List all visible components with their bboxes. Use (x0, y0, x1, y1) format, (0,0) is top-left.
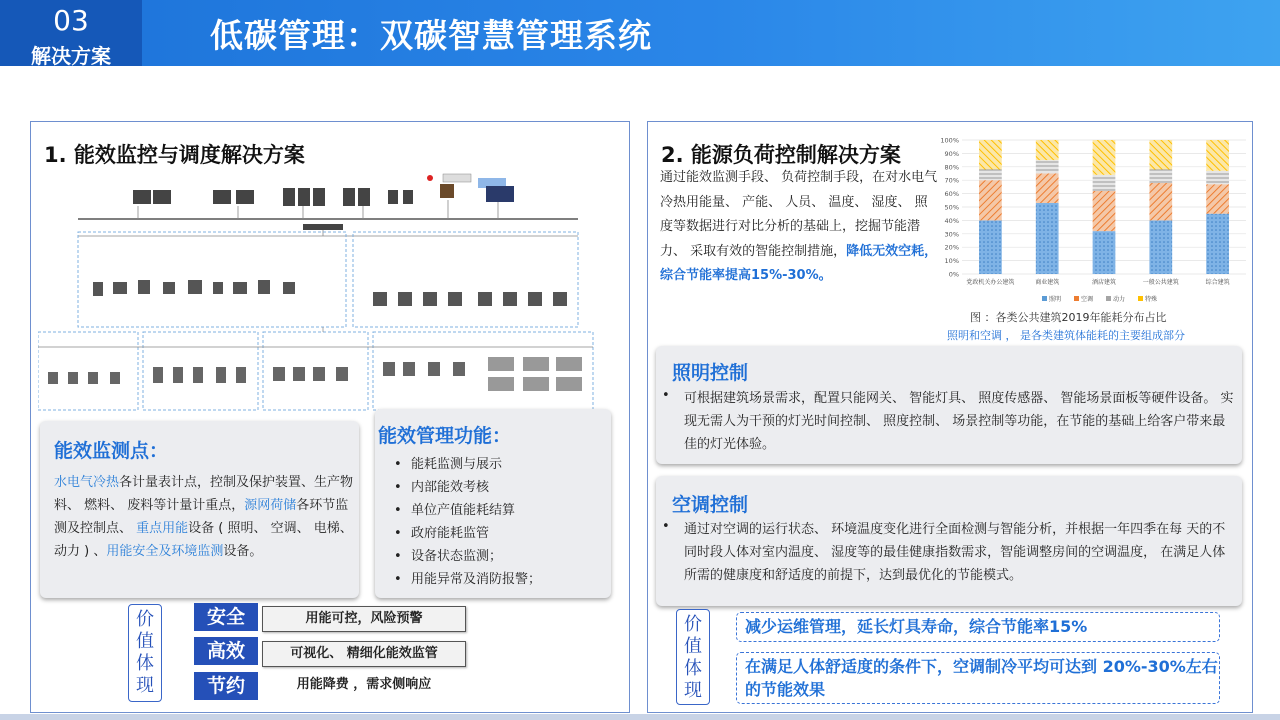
management-functions-box (375, 409, 611, 598)
power-mgmt-group (353, 232, 578, 327)
bottom-rule (0, 714, 1280, 720)
chart-legend-swatch (1138, 296, 1143, 301)
chart-y-tick: 70% (944, 176, 959, 185)
chart-y-tick: 80% (944, 163, 959, 172)
chart-y-tick: 30% (944, 230, 959, 239)
chart-bar-segment (1093, 191, 1116, 231)
chart-y-tick: 90% (944, 149, 959, 158)
section-tab (0, 0, 142, 66)
chart-bar-segment (1036, 203, 1059, 274)
function-item: • 内部能效考核 (385, 476, 541, 499)
chart-y-tick: 100% (940, 136, 959, 145)
chart-y-tick: 60% (944, 190, 959, 199)
function-item: • 用能异常及消防报警； (385, 568, 541, 591)
lighting-benefit: 减少运维管理，延长灯具寿命，综合节能率15% (736, 612, 1220, 642)
hl-safety-env: 用能安全及环境监测 (106, 544, 224, 559)
chart-x-tick: 一般公共建筑 (1142, 279, 1179, 286)
value-desc-efficiency: 可视化、 精细化能效监管 (262, 641, 466, 667)
chart-bar-segment (1093, 140, 1116, 175)
value-key-safety: 安全 (194, 603, 258, 631)
chart-bar-segment (1206, 171, 1229, 184)
chart-legend-label: 照明 (1049, 296, 1062, 303)
monitoring-text-3: 设备 ( 照明、 空调、 电梯、 动力 ) 、 (54, 521, 353, 559)
chart-y-tick: 10% (944, 257, 959, 266)
hl-grid-load-storage: 源网荷储 (244, 498, 297, 513)
chart-x-tick: 综合建筑 (1205, 279, 1230, 286)
management-functions-title: 能效管理功能： (378, 425, 512, 447)
core-switch-icon (303, 224, 343, 230)
chart-bar-segment (1149, 140, 1172, 169)
chart-bar-segment (979, 180, 1002, 220)
monitoring-text-2: 各环节监测及控制点、 (54, 498, 349, 536)
chart-bar-segment (979, 140, 1002, 169)
chart-bar-segment (1206, 140, 1229, 171)
chart-legend-swatch (1042, 296, 1047, 301)
chart-legend-swatch (1074, 296, 1079, 301)
value-desc-safety: 用能可控，风险预警 (262, 606, 466, 632)
monitoring-text-4: 设备。 (223, 544, 263, 559)
section-label: 解决方案 (31, 44, 111, 68)
monitoring-points-title: 能效监测点： (54, 440, 169, 462)
chart-y-tick: 50% (944, 203, 959, 212)
chart-caption: 图 ：各类公共建筑2019年能耗分布占比 (970, 311, 1167, 324)
chart-bar-segment (979, 220, 1002, 274)
chart-legend-label: 空调 (1081, 296, 1094, 303)
chart-x-tick: 酒店建筑 (1091, 279, 1117, 286)
ac-benefit: 在满足人体舒适度的条件下，空调制冷平均可达到 20%-30%左右的节能效果 (736, 652, 1220, 704)
hl-key-equipment: 重点用能 (136, 521, 189, 536)
intro-text: 通过能效监测手段、 负荷控制手段，在对水电气冷热用能量、 产能、 人员、 温度、 湿度、 照度等数据进行对比分析的基础上，挖掘节能潜力、 采取有效的智能控制措施， (660, 170, 938, 259)
monitoring-points-text (54, 471, 354, 563)
lighting-bullet: • (662, 388, 670, 403)
left-panel-title: 1. 能效监控与调度解决方案 (44, 143, 305, 167)
energy-distribution-chart (930, 136, 1250, 308)
chart-bar-segment (979, 169, 1002, 180)
lighting-control-box (656, 346, 1242, 464)
chart-x-tick: 商业建筑 (1035, 279, 1060, 286)
chart-bar-segment (1206, 184, 1229, 213)
right-value-label: 价 值 体 现 (676, 609, 710, 705)
chart-bar-segment (1036, 160, 1059, 173)
ac-control-text: 通过对空调的运行状态、 环境温度变化进行全面检测与智能分析，并根据一年四季在每 天的不同时段人体对室内温度、 湿度等的最佳健康指数需求，智能调整房间的空调温度， 在满足人体所需的健康度和舒适度的前提下，达到最优化的节能模式。 (684, 522, 1226, 583)
chart-bar-segment (1036, 140, 1059, 160)
chart-x-tick: 党政机关办公建筑 (966, 279, 1015, 286)
management-functions-list (385, 453, 541, 591)
chart-y-tick: 40% (944, 216, 959, 225)
chart-bar-segment (1036, 174, 1059, 203)
chart-legend-label: 特殊 (1145, 296, 1158, 303)
monitoring-points-box (40, 421, 359, 598)
monitoring-text-1: 各计量表计点，控制及保护装置、生产物料、 燃料、 废料等计量计重点， (54, 475, 354, 513)
left-value-label: 价 值 体 现 (128, 604, 162, 702)
function-item: • 政府能耗监管 (385, 522, 541, 545)
chart-y-tick: 20% (944, 243, 959, 252)
lighting-control-text: 可根据建筑场景需求，配置只能网关、 智能灯具、 照度传感器、 智能场景面板等硬件设备。 实现无需人为干预的灯光时间控制、 照度控制、 场景控制等功能，在节能的基础上给客户带来最佳的灯光体验。 (684, 391, 1234, 452)
value-desc-saving: 用能降费 ，需求侧响应 (296, 677, 432, 692)
chart-bar-segment (1149, 183, 1172, 221)
function-item: • 能耗监测与展示 (385, 453, 541, 476)
chart-bar-segment (1206, 214, 1229, 274)
chart-bar-segment (1149, 220, 1172, 274)
value-key-saving: 节约 (194, 672, 258, 700)
ac-control-box (656, 476, 1242, 606)
value-key-efficiency: 高效 (194, 637, 258, 665)
lighting-control-title: 照明控制 (672, 362, 749, 384)
ac-bullet: • (662, 519, 670, 534)
chart-bar-segment (1093, 231, 1116, 274)
section-number: 03 (53, 4, 89, 37)
function-item: • 设备状态监测； (385, 545, 541, 568)
function-item: • 单位产值能耗结算 (385, 499, 541, 522)
chart-bar-segment (1093, 175, 1116, 191)
right-panel-title: 2. 能源负荷控制解决方案 (661, 143, 901, 167)
ac-control-title: 空调控制 (672, 494, 749, 516)
multi-energy-group (78, 232, 346, 327)
chart-note: 照明和空调 ， 是各类建筑体能耗的主要组成部分 (947, 329, 1185, 342)
chart-y-tick: 0% (948, 270, 959, 279)
intro-highlight: 降低无效空耗，综合节能率提高15%-30%。 (660, 243, 938, 283)
top-level-devices-icon (133, 174, 514, 206)
chart-legend-label: 动力 (1113, 296, 1126, 303)
network-topology-diagram (38, 162, 618, 432)
chart-legend-swatch (1106, 296, 1111, 301)
hl-energy-types: 水电气冷热 (54, 475, 120, 490)
page-title: 低碳管理：双碳智慧管理系统 (210, 16, 652, 55)
chart-bar-segment (1149, 169, 1172, 182)
load-control-intro (660, 166, 940, 289)
